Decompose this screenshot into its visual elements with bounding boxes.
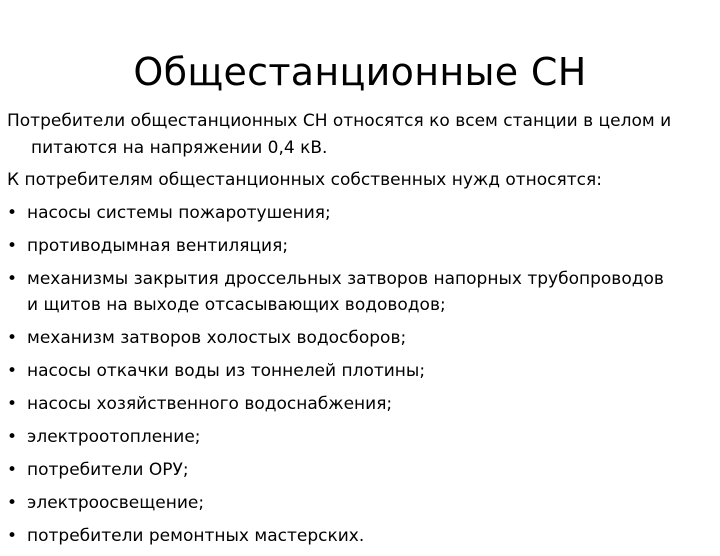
intro-paragraph xyxy=(7,108,715,161)
bullet-icon: • xyxy=(7,427,18,447)
bullet-icon: • xyxy=(7,361,18,381)
list-item xyxy=(7,266,715,319)
list-item-text xyxy=(27,266,715,319)
list-item xyxy=(7,233,715,260)
list-item-line: электроосвещение; xyxy=(27,493,205,513)
list-heading: К потребителям общестанционных собственных нужд относятся: xyxy=(7,170,602,190)
list-item-text xyxy=(27,358,715,385)
list-item-line: насосы откачки воды из тоннелей плотины; xyxy=(27,361,426,381)
list-item-text xyxy=(27,200,715,227)
list-item xyxy=(7,490,715,517)
bullet-icon: • xyxy=(7,526,18,546)
list-item-line: электроотопление; xyxy=(27,427,201,447)
bullet-icon: • xyxy=(7,493,18,513)
list-item-line: механизм затворов холостых водосборов; xyxy=(27,328,407,348)
consumer-list xyxy=(7,200,715,550)
list-item xyxy=(7,457,715,484)
list-item-line: потребители ремонтных мастерских. xyxy=(27,526,365,546)
list-item-line: механизмы закрытия дроссельных затворов напорных трубопроводов xyxy=(27,268,664,289)
list-item-text xyxy=(27,523,715,550)
bullet-icon: • xyxy=(7,202,18,223)
list-item xyxy=(7,424,715,451)
intro-line-1: Потребители общестанционных СН относятся ко всем станции в целом и xyxy=(7,111,672,131)
list-item-line: и щитов на выходе отсасывающих водоводов; xyxy=(27,295,446,315)
slide-title: Общестанционные СН xyxy=(133,50,587,94)
list-item xyxy=(7,200,715,227)
list-item-line: потребители ОРУ; xyxy=(27,460,189,480)
list-item-line: насосы хозяйственного водоснабжения; xyxy=(27,394,393,414)
list-item-text xyxy=(27,457,715,484)
intro-line-2: питаются на напряжении 0,4 кВ. xyxy=(31,137,328,158)
bullet-icon: • xyxy=(7,235,18,256)
list-item xyxy=(7,391,715,418)
bullet-icon: • xyxy=(7,394,18,414)
list-item-text xyxy=(27,325,715,352)
list-item-text xyxy=(27,424,715,451)
list-item xyxy=(7,523,715,550)
bullet-icon: • xyxy=(7,328,18,348)
list-item-line: насосы системы пожаротушения; xyxy=(27,202,331,223)
list-item xyxy=(7,358,715,385)
bullet-icon: • xyxy=(7,268,18,289)
list-item-text xyxy=(27,391,715,418)
list-item-text xyxy=(27,233,715,260)
list-item xyxy=(7,325,715,352)
bullet-icon: • xyxy=(7,460,18,480)
list-item-text xyxy=(27,490,715,517)
slide-body xyxy=(7,108,715,556)
list-item-line: противодымная вентиляция; xyxy=(27,235,289,256)
